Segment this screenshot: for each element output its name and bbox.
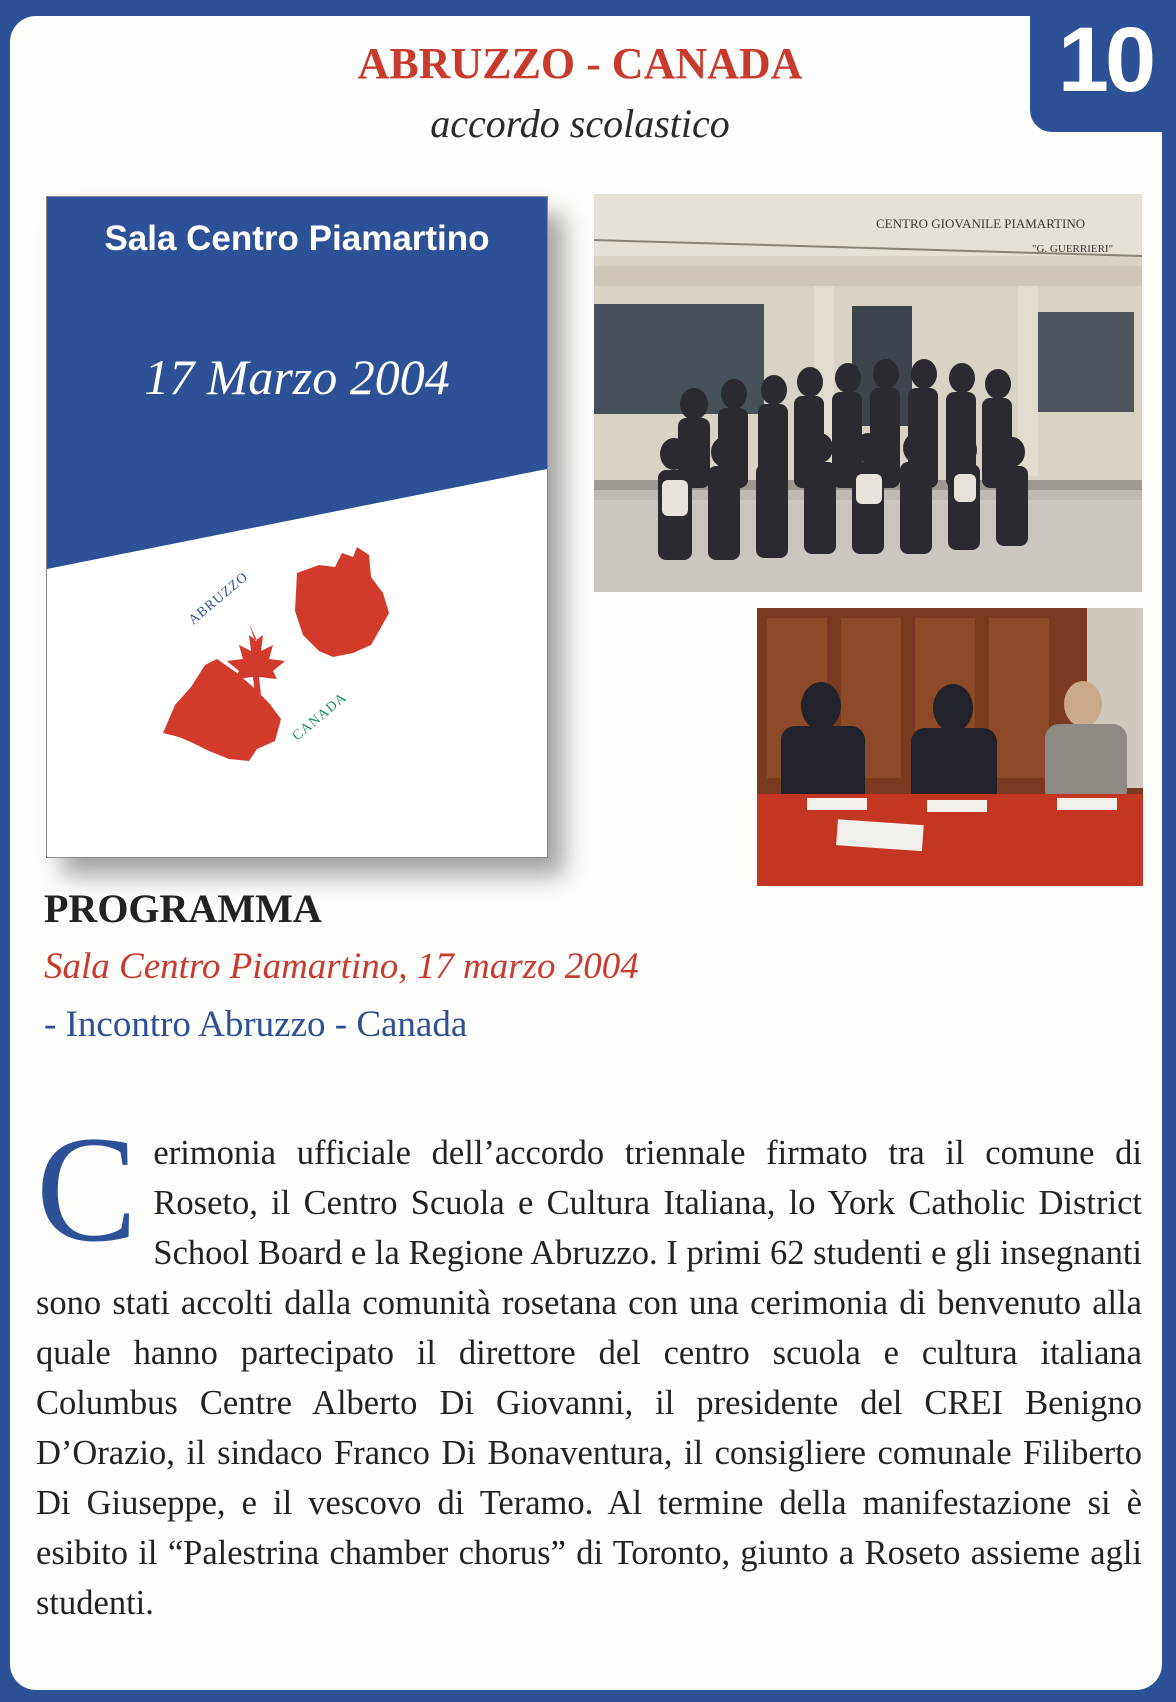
article-dropcap: C [36,1105,138,1273]
map-label-abruzzo: ABRUZZO [185,569,252,629]
program-item: - Incontro Abruzzo - Canada [44,1004,468,1045]
event-poster [46,196,548,858]
poster-heading: Sala Centro Piamartino [104,219,490,258]
page-number: 10 [1057,9,1153,111]
building-sign-line1: CENTRO GIOVANILE PIAMARTINO [876,216,1086,231]
building-sign-line2: "G. GUERRIERI" [1032,243,1114,255]
map-label-canada: CANADA [289,690,351,745]
page-subtitle: accordo scolastico [430,101,730,146]
canada-shape [295,547,389,657]
program-place: Sala Centro Piamartino, 17 marzo 2004 [44,946,639,987]
signing-photo [757,608,1143,886]
group-photo [594,194,1142,592]
page-title: ABRUZZO - CANADA [357,39,803,88]
article-text: erimonia ufficiale dell’accordo triennale firmato tra il comune di Roseto, il Centro Scuola e Cultura Italiana, lo York Catholic District School Board e la Regione Abruzzo. I primi 62 studenti e gli insegnanti sono stati accolti dalla comunità rosetana con una cerimonia di benvenuto alla quale hanno partecipato il direttore del centro scuola e cultura italiana Columbus Centre Alberto Di Giovanni, il presidente del CREI Benigno D’Orazio, il sindaco Franco Di Bonaventura, il consigliere comunale Filiberto Di Giuseppe, e il vescovo di Teramo. Al termine della manifestazione si è esibito il “Palestrina chamber chorus” di Toronto, giunto a Roseto assieme agli studenti. [36,1134,1142,1622]
article-body [36,1105,1142,1628]
program-heading: PROGRAMMA [44,886,322,931]
abruzzo-canada-logo [157,537,397,777]
poster-date: 17 Marzo 2004 [144,349,450,405]
